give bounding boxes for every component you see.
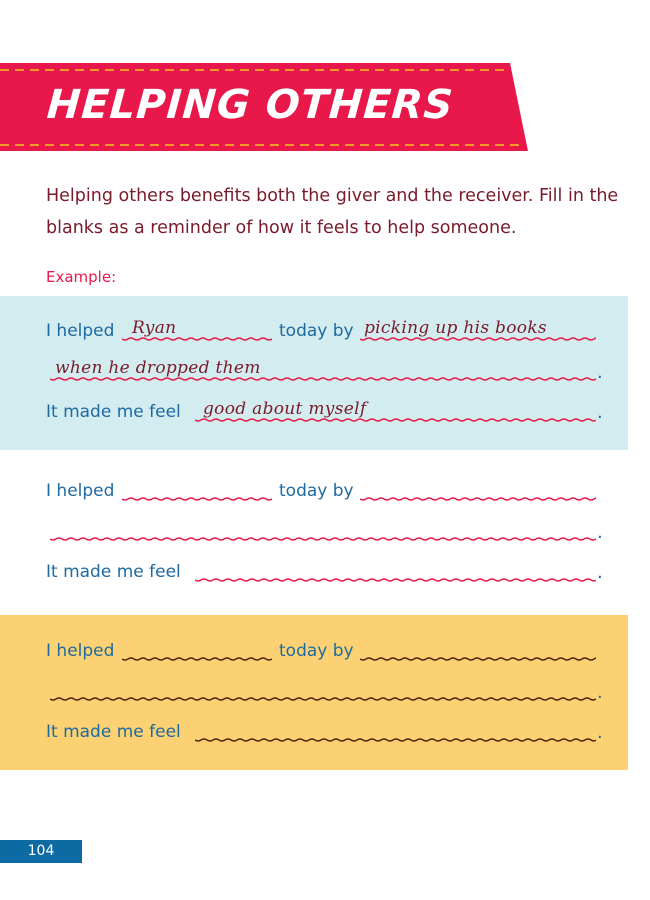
today-by-label: today by	[279, 321, 354, 341]
page-number: 104	[0, 840, 82, 863]
blank-panel-1	[0, 455, 628, 610]
page-title: HELPING OTHERS	[45, 82, 456, 128]
example-action-line1: picking up his books	[364, 318, 547, 338]
helped-label: I helped	[46, 481, 115, 501]
action-continuation-line[interactable]	[50, 695, 596, 703]
today-by-label: today by	[279, 481, 354, 501]
felt-label: It made me feel	[46, 402, 181, 422]
action-blank-line[interactable]	[360, 655, 596, 663]
period: .	[597, 722, 603, 743]
today-by-label: today by	[279, 641, 354, 661]
blank-panel-2	[0, 615, 628, 770]
period: .	[597, 522, 603, 543]
example-label: Example:	[46, 268, 117, 286]
action-continuation-line[interactable]	[50, 535, 596, 543]
example-person: Ryan	[132, 318, 177, 338]
period: .	[597, 362, 603, 383]
name-blank-line[interactable]	[122, 655, 272, 663]
period: .	[597, 562, 603, 583]
action-blank-line[interactable]	[360, 495, 596, 503]
helped-label: I helped	[46, 321, 115, 341]
feeling-blank-line[interactable]	[195, 736, 596, 744]
period: .	[597, 682, 603, 703]
example-action-line2: when he dropped them	[55, 358, 261, 378]
intro-paragraph: Helping others benefits both the giver and the receiver. Fill in the blanks as a reminder of how it feels to help someone.	[46, 186, 619, 238]
felt-label: It made me feel	[46, 562, 181, 582]
helped-label: I helped	[46, 641, 115, 661]
felt-label: It made me feel	[46, 722, 181, 742]
period: .	[597, 402, 603, 423]
example-feeling: good about myself	[203, 399, 367, 419]
name-blank-line[interactable]	[122, 495, 272, 503]
feeling-blank-line[interactable]	[195, 576, 596, 584]
